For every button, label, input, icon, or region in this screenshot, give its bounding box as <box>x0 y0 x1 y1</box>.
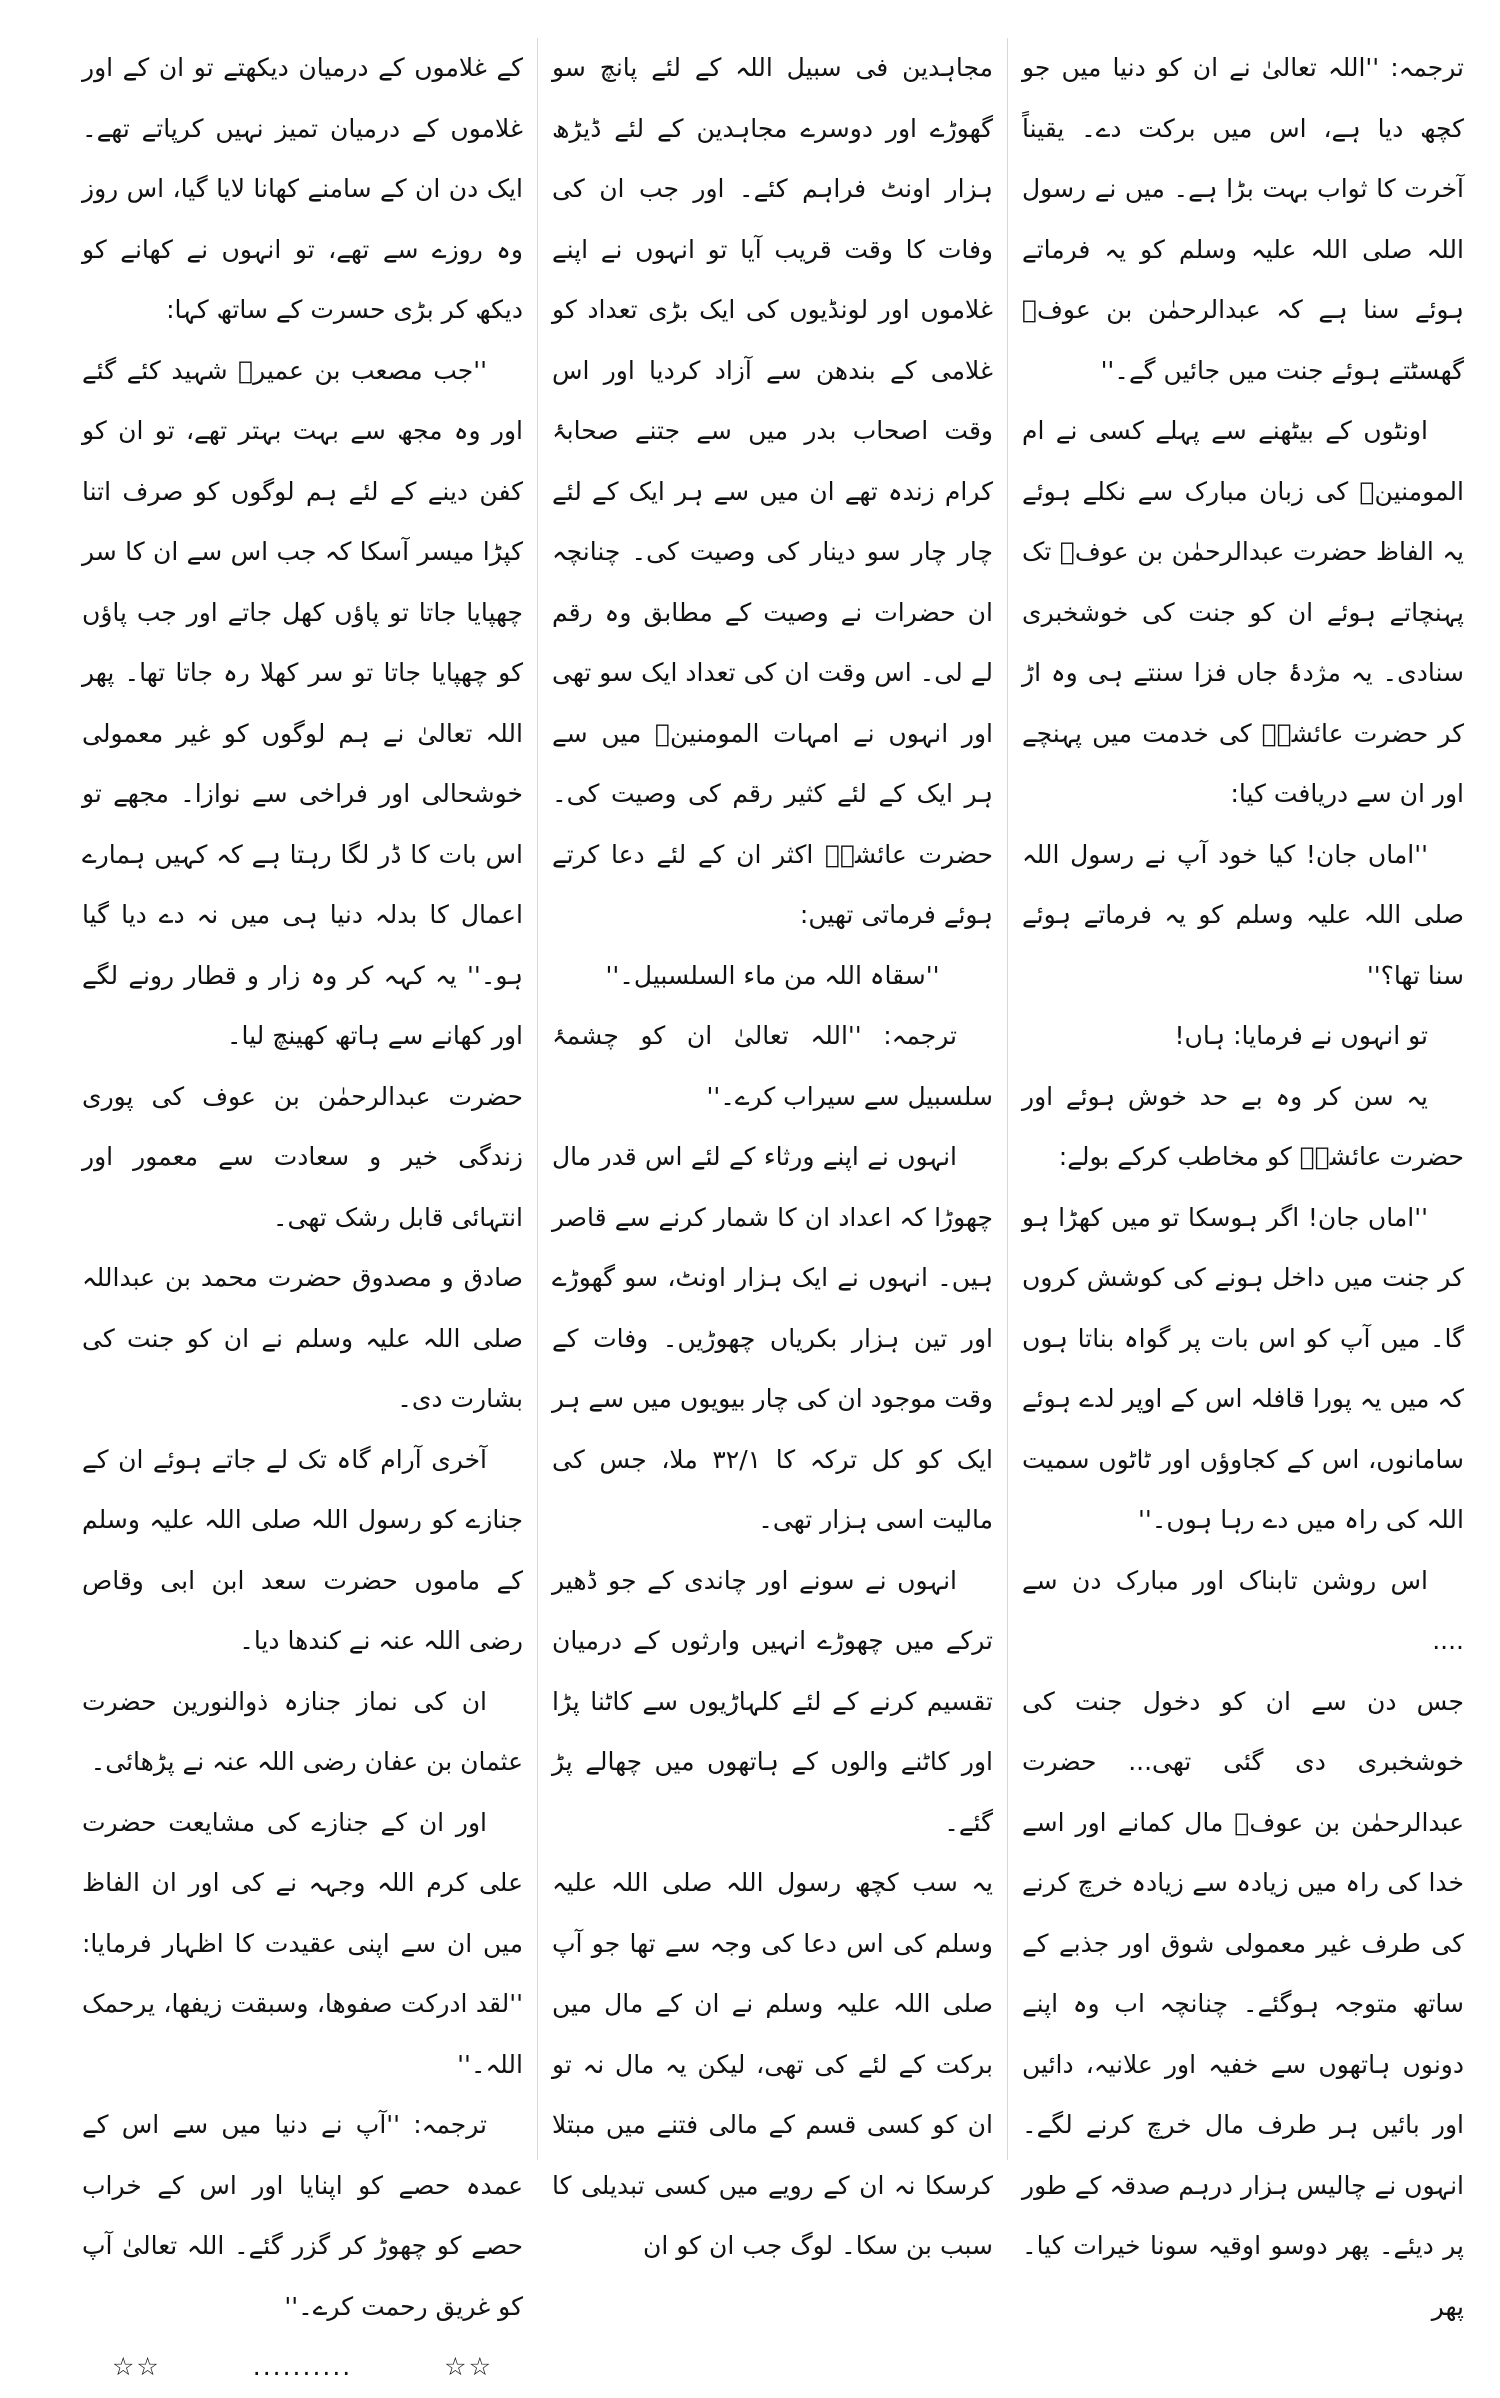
paragraph: ترجمہ: ''اللہ تعالیٰ نے ان کو دنیا میں جو کچھ دیا ہے، اس میں برکت دے۔ یقیناً آخرت کا ثواب بہت بڑا ہے۔ میں نے رسول اللہ صلی اللہ علیہ وسلم کو یہ فرماتے ہوئے سنا ہے کہ عبدالرحمٰن بن عوفؓ گھسٹتے ہوئے جنت میں جائیں گے۔'' <box>1022 53 1464 385</box>
star-ornament: ☆☆ <box>444 2352 493 2381</box>
star-ornament: ☆☆ <box>112 2352 161 2381</box>
paragraph: کے غلاموں کے درمیان دیکھتے تو ان کے اور غلاموں کے درمیان تمیز نہیں کرپاتے تھے۔ ایک دن ان کے سامنے کھانا لایا گیا، اس روز وہ روزے سے تھے، تو انہوں نے کھانے کو دیکھ کر بڑی حسرت کے ساتھ کہا: <box>82 53 523 324</box>
paragraph: اس روشن تابناک اور مبارک دن سے .... <box>1022 1565 1464 1655</box>
paragraph: ان کی نماز جنازہ ذوالنورین حضرت عثمان بن عفان رضی اللہ عنہ نے پڑھائی۔ <box>82 1686 523 1776</box>
paragraph: یہ سب کچھ رسول اللہ صلی اللہ علیہ وسلم کی اس دعا کی وجہ سے تھا جو آپ صلی اللہ علیہ وسلم نے ان کے مال میں برکت کے لئے کی تھی، لیکن یہ مال نہ تو ان کو کسی قسم کے مالی فتنے میں مبتلا کرسکا نہ ان کے رویے میں کسی تبدیلی کا سبب بن سکا۔ لوگ جب ان کو ان <box>552 1868 993 2260</box>
paragraph: مجاہدین فی سبیل اللہ کے لئے پانچ سو گھوڑے اور دوسرے مجاہدین کے لئے ڈیڑھ ہزار اونٹ فراہم کئے۔ اور جب ان کی وفات کا وقت قریب آیا تو انہوں نے اپنے غلاموں اور لونڈیوں کی ایک بڑی تعداد کو غلامی کے بندھن سے آزاد کردیا اور اس وقت اصحاب بدر میں سے جتنے صحابۂ کرام زندہ تھے ان میں سے ہر ایک کے لئے چار چار سو دینار کی وصیت کی۔ چنانچہ ان حضرات نے وصیت کے مطابق وہ رقم لے لی۔ اس وقت ان کی تعداد ایک سو تھی اور انہوں نے امہات المومنینؓ میں سے ہر ایک کے لئے کثیر رقم کی وصیت کی۔ حضرت عائشہؓ اکثر ان کے لئے دعا کرتے ہوئے فرماتی تھیں: <box>552 53 993 929</box>
paragraph: حضرت عبدالرحمٰن بن عوف کی پوری زندگی خیر و سعادت سے معمور اور انتہائی قابل رشک تھی۔ <box>82 1081 523 1232</box>
text-column-middle <box>538 38 1008 2260</box>
quote: ''جب مصعب بن عمیرؓ شہید کئے گئے اور وہ مجھ سے بہت بہتر تھے، تو ان کو کفن دینے کے لئے ہم لوگوں کو صرف اتنا کپڑا میسر آسکا کہ جب اس سے ان کا سر چھپایا جاتا تو پاؤں کھل جاتے اور جب پاؤں کو چھپایا جاتا تو سر کھلا رہ جاتا تھا۔ پھر اللہ تعالیٰ نے ہم لوگوں کو غیر معمولی خوشحالی اور فراخی سے نوازا۔ مجھے تو اس بات کا ڈر لگا رہتا ہے کہ کہیں ہمارے اعمال کا بدلہ دنیا ہی میں نہ دے دیا گیا ہو۔'' یہ کہہ کر وہ زار و قطار رونے لگے اور کھانے سے ہاتھ کھینچ لیا۔ <box>82 355 523 1050</box>
article-end-marks <box>82 2337 523 2398</box>
paragraph: اونٹوں کے بیٹھنے سے پہلے کسی نے ام المومنینؓ کی زبان مبارک سے نکلے ہوئے یہ الفاظ حضرت عبدالرحمٰن بن عوفؓ تک پہنچاتے ہوئے ان کو جنت کی خوشخبری سنادی۔ یہ مژدۂ جاں فزا سنتے ہی وہ اڑ کر حضرت عائشہؓ کی خدمت میں پہنچے اور ان سے دریافت کیا: <box>1022 416 1464 808</box>
paragraph: یہ سن کر وہ بے حد خوش ہوئے اور حضرت عائشہؓ کو مخاطب کرکے بولے: <box>1022 1081 1464 1171</box>
text-column-right <box>1008 38 1478 2321</box>
paragraph: تو انہوں نے فرمایا: ہاں! <box>1174 1021 1428 1050</box>
text-column-left <box>68 38 538 2381</box>
paragraph: ''اماں جان! اگر ہوسکا تو میں کھڑا ہو کر جنت میں داخل ہونے کی کوشش کروں گا۔ میں آپ کو اس بات پر گواہ بناتا ہوں کہ میں یہ پورا قافلہ اس کے اوپر لدے ہوئے سامانوں، اس کے کجاوؤں اور ٹاٹوں سمیت اللہ کی راہ میں دے رہا ہوں۔'' <box>1022 1202 1464 1534</box>
translation: ترجمہ: ''آپ نے دنیا میں سے اس کے عمدہ حصے کو اپنایا اور اس کے خراب حصے کو چھوڑ کر گزر گئے۔ اللہ تعالیٰ آپ کو غریق رحمت کرے۔'' <box>82 2110 523 2321</box>
paragraph: انہوں نے سونے اور چاندی کے جو ڈھیر ترکے میں چھوڑے انہیں وارثوں کے درمیان تقسیم کرنے کے لئے کلہاڑیوں سے کاٹنا پڑا اور کاٹنے والوں کے ہاتھوں میں چھالے پڑ گئے۔ <box>552 1565 993 1837</box>
paragraph: آخری آرام گاہ تک لے جاتے ہوئے ان کے جنازے کو رسول اللہ صلی اللہ علیہ وسلم کے ماموں حضرت سعد ابن ابی وقاص رضی اللہ عنہ نے کندھا دیا۔ <box>82 1444 523 1655</box>
paragraph: جس دن سے ان کو دخول جنت کی خوشخبری دی گئی تھی... حضرت عبدالرحمٰن بن عوفؓ مال کمانے اور اسے خدا کی راہ میں زیادہ سے زیادہ خرچ کرنے کی طرف غیر معمولی شوق اور جذبے کے ساتھ متوجہ ہوگئے۔ چنانچہ اب وہ اپنے دونوں ہاتھوں سے خفیہ اور علانیہ، دائیں اور بائیں ہر طرف مال خرچ کرنے لگے۔ انہوں نے چالیس ہزار درہم صدقہ کے طور پر دیئے۔ پھر دوسو اوقیہ سونا خیرات کیا۔ پھر <box>1022 1686 1464 2321</box>
paragraph: اور ان کے جنازے کی مشایعت حضرت علی کرم اللہ وجہہ نے کی اور ان الفاظ میں ان سے اپنی عقیدت کا اظہار فرمایا: ''لقد ادرکت صفوھا، وسبقت زیفھا، یرحمک اللہ۔'' <box>82 1807 523 2079</box>
dotted-separator: .......... <box>252 2352 353 2381</box>
translation: ترجمہ: ''اللہ تعالیٰ ان کو چشمۂ سلسبیل سے سیراب کرے۔'' <box>552 1021 993 1111</box>
paragraph: ''اماں جان! کیا خود آپ نے رسول اللہ صلی اللہ علیہ وسلم کو یہ فرماتے ہوئے سنا تھا؟'' <box>1022 839 1464 990</box>
paragraph: انہوں نے اپنے ورثاء کے لئے اس قدر مال چھوڑا کہ اعداد ان کا شمار کرنے سے قاصر ہیں۔ انہوں نے ایک ہزار اونٹ، سو گھوڑے اور تین ہزار بکریاں چھوڑیں۔ وفات کے وقت موجود ان کی چار بیویوں میں سے ہر ایک کو کل ترکہ کا ۳۲/۱ ملا، جس کی مالیت اسی ہزار تھی۔ <box>552 1142 993 1534</box>
paragraph: صادق و مصدوق حضرت محمد بن عبداللہ صلی اللہ علیہ وسلم نے ان کو جنت کی بشارت دی۔ <box>82 1263 523 1413</box>
arabic-quote: ''سقاہ اللہ من ماء السلسبیل۔'' <box>605 960 940 990</box>
